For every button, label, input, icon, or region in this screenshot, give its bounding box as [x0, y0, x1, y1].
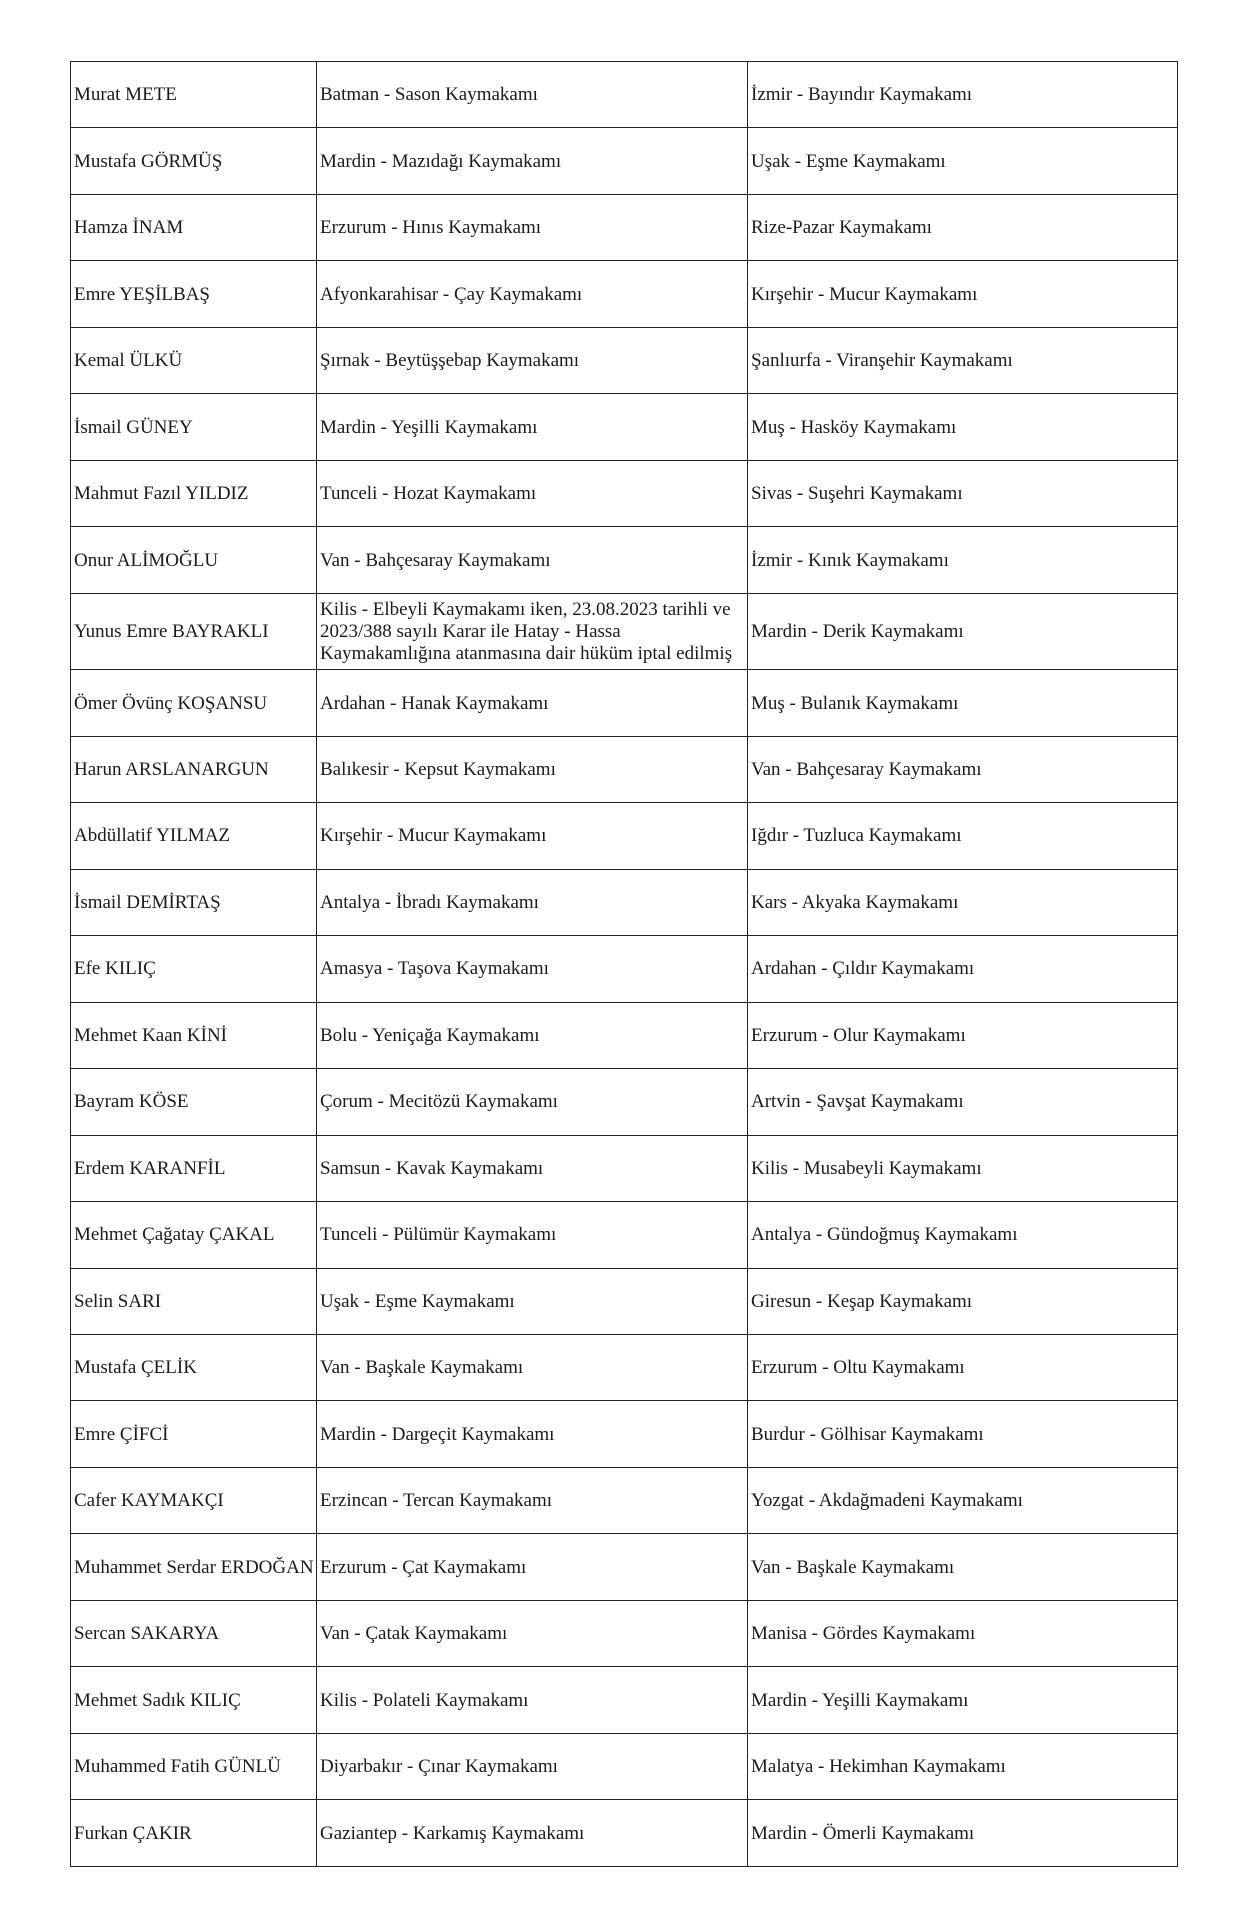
table-row — [71, 1600, 1178, 1666]
new-post-cell: Giresun - Keşap Kaymakamı — [748, 1268, 1178, 1334]
table-row — [71, 1202, 1178, 1268]
person-name-cell: Mustafa GÖRMÜŞ — [71, 128, 317, 194]
table-row — [71, 460, 1178, 526]
new-post-cell: Artvin - Şavşat Kaymakamı — [748, 1069, 1178, 1135]
new-post-cell: Rize-Pazar Kaymakamı — [748, 194, 1178, 260]
person-name-cell: Sercan SAKARYA — [71, 1600, 317, 1666]
new-post-cell: Van - Bahçesaray Kaymakamı — [748, 736, 1178, 802]
new-post-cell: Manisa - Gördes Kaymakamı — [748, 1600, 1178, 1666]
previous-post-cell: Gaziantep - Karkamış Kaymakamı — [317, 1800, 748, 1867]
new-post-cell: Mardin - Ömerli Kaymakamı — [748, 1800, 1178, 1867]
previous-post-cell: Erzurum - Çat Kaymakamı — [317, 1534, 748, 1600]
previous-post-cell: Mardin - Mazıdağı Kaymakamı — [317, 128, 748, 194]
table-row — [71, 1800, 1178, 1867]
new-post-cell: Muş - Hasköy Kaymakamı — [748, 394, 1178, 460]
table-row — [71, 936, 1178, 1002]
table-row — [71, 1135, 1178, 1201]
table-row — [71, 1467, 1178, 1533]
new-post-cell: Sivas - Suşehri Kaymakamı — [748, 460, 1178, 526]
new-post-cell: Uşak - Eşme Kaymakamı — [748, 128, 1178, 194]
person-name-cell: Murat METE — [71, 62, 317, 128]
person-name-cell: Muhammet Serdar ERDOĞAN — [71, 1534, 317, 1600]
new-post-cell: Şanlıurfa - Viranşehir Kaymakamı — [748, 327, 1178, 393]
person-name-cell: Yunus Emre BAYRAKLI — [71, 593, 317, 670]
previous-post-cell: Kilis - Elbeyli Kaymakamı iken, 23.08.2023 tarihli ve 2023/388 sayılı Karar ile Hatay - Hassa Kaymakamlığına atanmasına dair hüküm iptal edilmiş — [317, 593, 748, 670]
previous-post-cell: Amasya - Taşova Kaymakamı — [317, 936, 748, 1002]
table-row — [71, 593, 1178, 670]
table-row — [71, 1334, 1178, 1400]
table-row — [71, 394, 1178, 460]
person-name-cell: Selin SARI — [71, 1268, 317, 1334]
person-name-cell: Muhammed Fatih GÜNLÜ — [71, 1733, 317, 1799]
new-post-cell: Muş - Bulanık Kaymakamı — [748, 670, 1178, 736]
previous-post-cell: Mardin - Yeşilli Kaymakamı — [317, 394, 748, 460]
new-post-cell: Iğdır - Tuzluca Kaymakamı — [748, 803, 1178, 869]
table-row — [71, 1069, 1178, 1135]
previous-post-cell: Erzurum - Hınıs Kaymakamı — [317, 194, 748, 260]
previous-post-cell: Antalya - İbradı Kaymakamı — [317, 869, 748, 935]
table-row — [71, 670, 1178, 736]
table-row — [71, 1667, 1178, 1733]
person-name-cell: Hamza İNAM — [71, 194, 317, 260]
new-post-cell: Van - Başkale Kaymakamı — [748, 1534, 1178, 1600]
table-row — [71, 327, 1178, 393]
previous-post-cell: Şırnak - Beytüşşebap Kaymakamı — [317, 327, 748, 393]
new-post-cell: İzmir - Bayındır Kaymakamı — [748, 62, 1178, 128]
table-row — [71, 128, 1178, 194]
new-post-cell: Ardahan - Çıldır Kaymakamı — [748, 936, 1178, 1002]
person-name-cell: Furkan ÇAKIR — [71, 1800, 317, 1867]
new-post-cell: Kars - Akyaka Kaymakamı — [748, 869, 1178, 935]
previous-post-cell: Samsun - Kavak Kaymakamı — [317, 1135, 748, 1201]
person-name-cell: Efe KILIÇ — [71, 936, 317, 1002]
previous-post-cell: Tunceli - Pülümür Kaymakamı — [317, 1202, 748, 1268]
person-name-cell: Abdüllatif YILMAZ — [71, 803, 317, 869]
previous-post-cell: Mardin - Dargeçit Kaymakamı — [317, 1401, 748, 1467]
previous-post-cell: Afyonkarahisar - Çay Kaymakamı — [317, 261, 748, 327]
new-post-cell: Burdur - Gölhisar Kaymakamı — [748, 1401, 1178, 1467]
person-name-cell: Mehmet Çağatay ÇAKAL — [71, 1202, 317, 1268]
person-name-cell: İsmail GÜNEY — [71, 394, 317, 460]
person-name-cell: Mehmet Kaan KİNİ — [71, 1002, 317, 1068]
previous-post-cell: Batman - Sason Kaymakamı — [317, 62, 748, 128]
new-post-cell: Mardin - Yeşilli Kaymakamı — [748, 1667, 1178, 1733]
previous-post-cell: Erzincan - Tercan Kaymakamı — [317, 1467, 748, 1533]
table-row — [71, 527, 1178, 593]
person-name-cell: Mustafa ÇELİK — [71, 1334, 317, 1400]
person-name-cell: Onur ALİMOĞLU — [71, 527, 317, 593]
table-row — [71, 261, 1178, 327]
person-name-cell: Mahmut Fazıl YILDIZ — [71, 460, 317, 526]
table-row — [71, 803, 1178, 869]
person-name-cell: Cafer KAYMAKÇI — [71, 1467, 317, 1533]
new-post-cell: İzmir - Kınık Kaymakamı — [748, 527, 1178, 593]
previous-post-cell: Balıkesir - Kepsut Kaymakamı — [317, 736, 748, 802]
previous-post-cell: Van - Başkale Kaymakamı — [317, 1334, 748, 1400]
person-name-cell: Mehmet Sadık KILIÇ — [71, 1667, 317, 1733]
table-row — [71, 869, 1178, 935]
person-name-cell: Bayram KÖSE — [71, 1069, 317, 1135]
person-name-cell: Erdem KARANFİL — [71, 1135, 317, 1201]
table-row — [71, 1401, 1178, 1467]
new-post-cell: Erzurum - Oltu Kaymakamı — [748, 1334, 1178, 1400]
appointments-table — [70, 61, 1178, 1867]
table-row — [71, 1534, 1178, 1600]
table-row — [71, 1733, 1178, 1799]
previous-post-cell: Çorum - Mecitözü Kaymakamı — [317, 1069, 748, 1135]
previous-post-cell: Tunceli - Hozat Kaymakamı — [317, 460, 748, 526]
previous-post-cell: Kırşehir - Mucur Kaymakamı — [317, 803, 748, 869]
table-row — [71, 1268, 1178, 1334]
previous-post-cell: Van - Çatak Kaymakamı — [317, 1600, 748, 1666]
new-post-cell: Kilis - Musabeyli Kaymakamı — [748, 1135, 1178, 1201]
person-name-cell: Kemal ÜLKÜ — [71, 327, 317, 393]
person-name-cell: Harun ARSLANARGUN — [71, 736, 317, 802]
table-row — [71, 194, 1178, 260]
new-post-cell: Malatya - Hekimhan Kaymakamı — [748, 1733, 1178, 1799]
table-row — [71, 736, 1178, 802]
person-name-cell: İsmail DEMİRTAŞ — [71, 869, 317, 935]
previous-post-cell: Ardahan - Hanak Kaymakamı — [317, 670, 748, 736]
table-row — [71, 62, 1178, 128]
person-name-cell: Ömer Övünç KOŞANSU — [71, 670, 317, 736]
new-post-cell: Yozgat - Akdağmadeni Kaymakamı — [748, 1467, 1178, 1533]
previous-post-cell: Van - Bahçesaray Kaymakamı — [317, 527, 748, 593]
previous-post-cell: Bolu - Yeniçağa Kaymakamı — [317, 1002, 748, 1068]
person-name-cell: Emre YEŞİLBAŞ — [71, 261, 317, 327]
new-post-cell: Erzurum - Olur Kaymakamı — [748, 1002, 1178, 1068]
appointments-table-body — [71, 62, 1178, 1867]
new-post-cell: Antalya - Gündoğmuş Kaymakamı — [748, 1202, 1178, 1268]
table-row — [71, 1002, 1178, 1068]
person-name-cell: Emre ÇİFCİ — [71, 1401, 317, 1467]
previous-post-cell: Uşak - Eşme Kaymakamı — [317, 1268, 748, 1334]
new-post-cell: Mardin - Derik Kaymakamı — [748, 593, 1178, 670]
previous-post-cell: Kilis - Polateli Kaymakamı — [317, 1667, 748, 1733]
new-post-cell: Kırşehir - Mucur Kaymakamı — [748, 261, 1178, 327]
previous-post-cell: Diyarbakır - Çınar Kaymakamı — [317, 1733, 748, 1799]
